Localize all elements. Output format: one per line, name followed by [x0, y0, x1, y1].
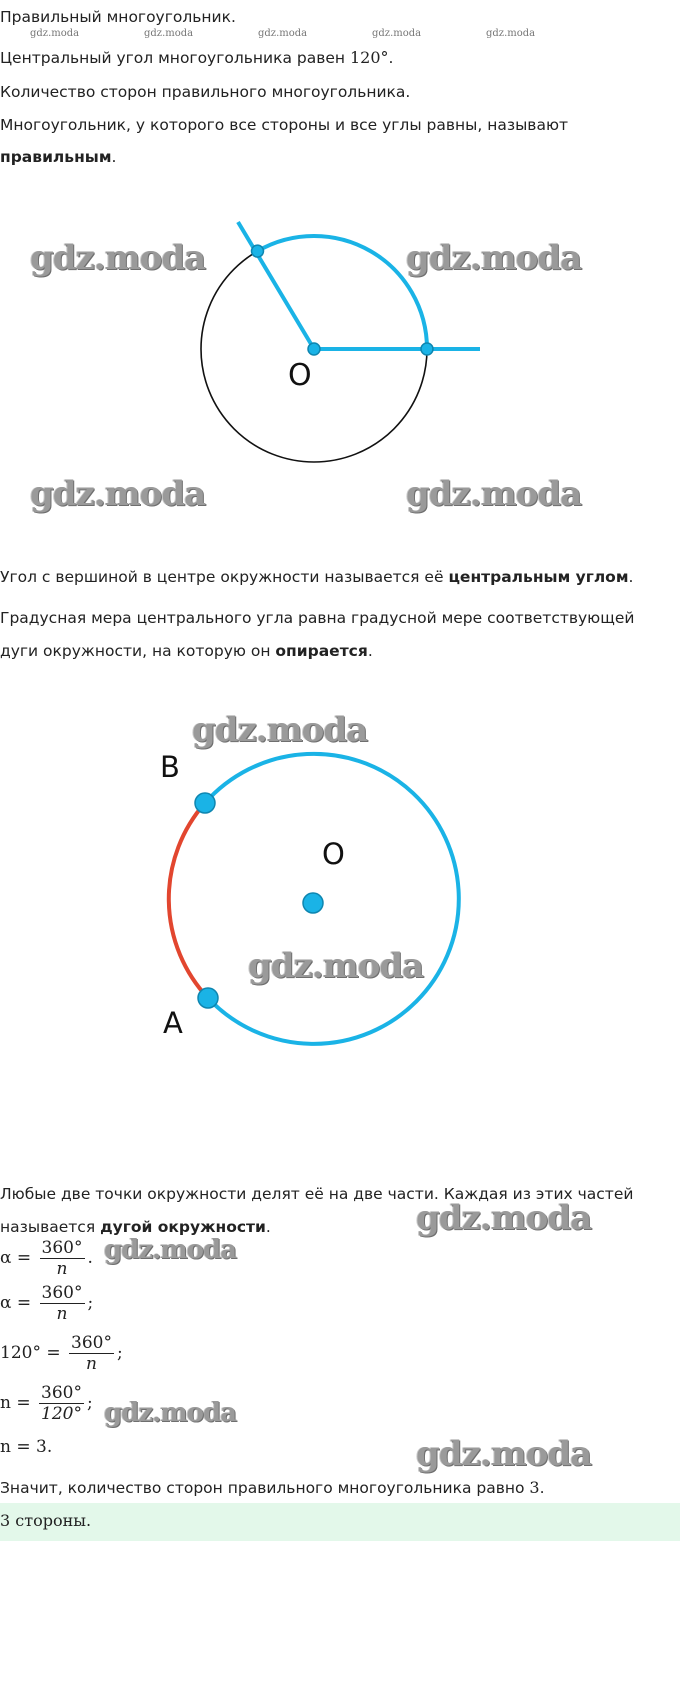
- paragraph-line: Любые две точки окружности делят её на две части. Каждая из этих частей: [0, 1185, 634, 1203]
- point: [252, 245, 264, 257]
- watermark: gdz.moda: [406, 474, 582, 514]
- paragraph-line: дуги окружности, на которую он опирается.: [0, 642, 373, 660]
- watermark: gdz.moda: [104, 1235, 237, 1265]
- watermark: gdz.moda: [248, 946, 424, 986]
- label-a: A: [163, 1006, 183, 1040]
- watermark: gdz.moda: [372, 28, 422, 39]
- point-b: [195, 793, 215, 813]
- point: [421, 343, 433, 355]
- center-point: [308, 343, 320, 355]
- intro-line-5: правильным.: [0, 148, 117, 166]
- bold-term: центральным углом: [448, 568, 629, 586]
- bold-term: опирается: [275, 642, 368, 660]
- center-label: O: [322, 837, 345, 871]
- point-a: [198, 988, 218, 1008]
- center-label: O: [288, 358, 312, 393]
- bold-term: дугой окружности: [100, 1218, 266, 1236]
- intro-line-2-text: Центральный угол многоугольника равен: [0, 49, 350, 67]
- watermark: gdz.moda: [192, 710, 368, 750]
- intro-line-2-end: .: [388, 49, 394, 67]
- fraction: $\frac{360^\circ}{n}$: [41, 1238, 83, 1279]
- watermark: gdz.moda: [30, 238, 206, 278]
- equation-3: 120° = $\frac{360^\circ}{n}$ ;: [0, 1333, 123, 1374]
- intro-line-4: Многоугольник, у которого все стороны и все углы равны, называют: [0, 116, 569, 134]
- equation-4: n = $\frac{360^\circ}{120^\circ}$ ;: [0, 1383, 93, 1424]
- fraction: $\frac{360^\circ}{n}$: [71, 1333, 112, 1374]
- paragraph-line: называется дугой окружности.: [0, 1218, 271, 1236]
- equation-5: n = 3.: [0, 1437, 53, 1457]
- intro-line-1: Правильный многоугольник.: [0, 8, 236, 26]
- minor-arc: [169, 803, 208, 998]
- paragraph-line: Градусная мера центрального угла равна градусной мере соответствующей: [0, 609, 635, 627]
- conclusion: Значит, количество сторон правильного многоугольника равно 3.: [0, 1478, 545, 1497]
- equation-1: α = $\frac{360^\circ}{n}$ .: [0, 1238, 93, 1279]
- bold-term: правильным: [0, 148, 112, 166]
- watermark: gdz.moda: [258, 28, 308, 39]
- watermark: gdz.moda: [406, 238, 582, 278]
- answer-text: 3 стороны.: [0, 1511, 92, 1530]
- watermark: gdz.moda: [486, 28, 536, 39]
- watermark: gdz.moda: [416, 1198, 592, 1238]
- arc-figure: [0, 690, 680, 1090]
- answer-box: [0, 1503, 680, 1541]
- major-arc: [205, 754, 459, 1044]
- label-b: B: [160, 750, 180, 784]
- watermark-row: [0, 28, 600, 42]
- angle-value: 120°: [349, 48, 389, 67]
- fraction: $\frac{360^\circ}{120^\circ}$: [41, 1383, 82, 1424]
- arc: [258, 236, 428, 349]
- intro-line-2: [0, 47, 393, 69]
- definition-central-angle: Угол с вершиной в центре окружности называется её центральным углом.: [0, 568, 634, 586]
- watermark: gdz.moda: [144, 28, 194, 39]
- fraction: $\frac{360^\circ}{n}$: [41, 1283, 83, 1324]
- equation-2: α = $\frac{360^\circ}{n}$ ;: [0, 1283, 94, 1324]
- intro-line-3: Количество сторон правильного многоугольника.: [0, 83, 411, 101]
- watermark: gdz.moda: [416, 1434, 592, 1474]
- center-point: [303, 893, 323, 913]
- watermark: gdz.moda: [104, 1398, 237, 1428]
- watermark: gdz.moda: [30, 28, 80, 39]
- watermark: gdz.moda: [30, 474, 206, 514]
